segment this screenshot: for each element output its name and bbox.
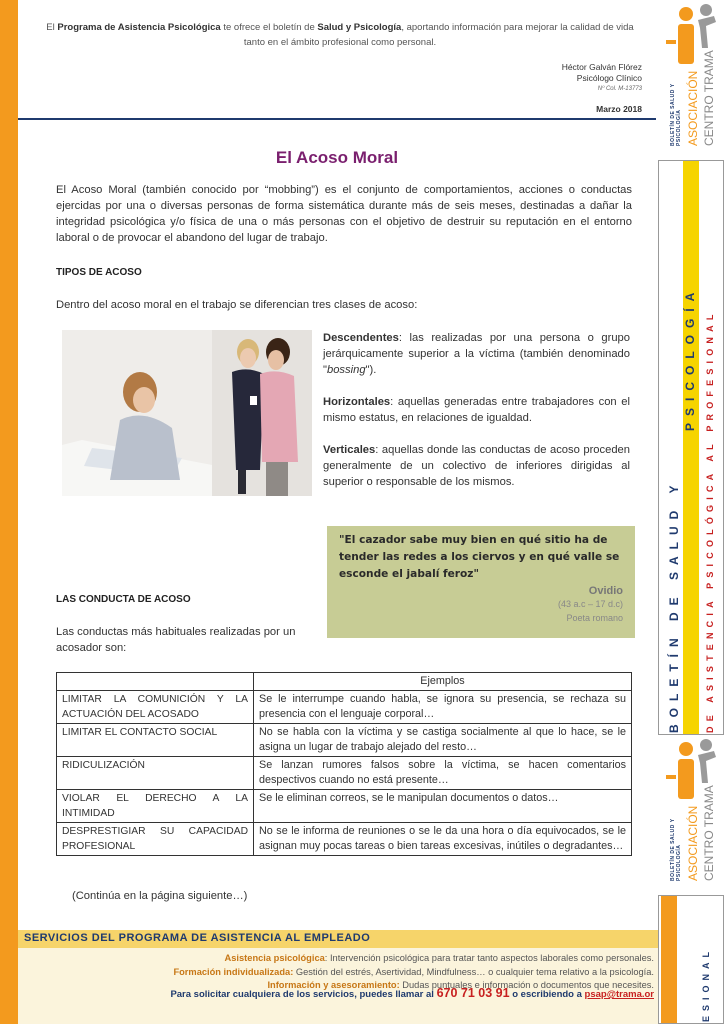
left-accent-bar [0, 0, 18, 1024]
example-cell: Se le interrumpe cuando habla, se ignora su presencia, se rechaza su presencia con el lenguaje corporal… [254, 691, 632, 724]
issue-date: Marzo 2018 [596, 104, 642, 114]
banner-text-salud: BOLETÍN DE SALUD Y [667, 478, 681, 733]
women-office-illustration [62, 330, 312, 496]
conduct-cell: VIOLAR EL DERECHO A LA INTIMIDAD [57, 790, 254, 823]
banner-text-asistencia: DE ASISTENCIA PSICOLÓGICA AL PROFESIONAL [705, 309, 715, 733]
logo-line-1: ASOCIACIÓN [686, 70, 700, 146]
service-information: Información y asesoramiento: Dudas puntuales e información o documentos que necesites. [267, 980, 654, 990]
ovid-quote-box [327, 526, 635, 638]
table-header-row [57, 673, 632, 691]
bulletin-intro: El Programa de Asistencia Psicológica te ofrece el boletín de Salud y Psicología, aportando información para mejorar la calidad de vida tanto en el ámbito profesional como personal. [46, 22, 634, 48]
logo-line-2: CENTRO TRAMA [702, 50, 716, 146]
service-training: Formación individualizada: Gestión del estrés, Asertividad, Mindfulness… o cualquier tema relativo a la psicología. [173, 966, 654, 977]
quote-author: Ovidio [588, 585, 623, 597]
article-intro: El Acoso Moral (también conocido por “mobbing”) es el conjunto de comportamientos, acciones o conductas ejercidas por una o diversas personas de forma sistemática durante más de seis meses, destinadas a dañar la integridad psicológica y/o física de una o más personas con el objetivo de destruir su reputación en el entorno laboral o de provocar el abandono del lugar de trabajo. [56, 184, 632, 244]
conducts-table [56, 672, 632, 856]
centro-trama-logo-secondary [660, 735, 724, 885]
quote-text: "El cazador sabe muy bien en qué sitio ha de tender las redes a los ciervos y en qué valle se esconde el jabalí feroz" [339, 534, 620, 580]
author-role: Psicólogo Clínico [576, 73, 642, 83]
continue-note: (Continúa en la página siguiente…) [72, 890, 248, 902]
types-heading: TIPOS DE ACOSO [56, 267, 142, 278]
types-intro: Dentro del acoso moral en el trabajo se diferencian tres clases de acoso: [56, 299, 418, 311]
conduct-heading: LAS CONDUCTA DE ACOSO [56, 594, 191, 605]
example-cell: Se le eliminan correos, se le manipulan documentos o datos… [254, 790, 632, 823]
contact-phone[interactable]: 670 71 03 91 [436, 986, 510, 1000]
banner-text-psicologia: PSICOLOGÍA [683, 285, 697, 431]
table-row [57, 691, 632, 724]
logo-line-2-secondary: CENTRO TRAMA [702, 785, 716, 881]
example-cell: Se lanzan rumores falsos sobre la víctima, se hacen comentarios despectivos cuando no está presente… [254, 757, 632, 790]
type-verticales: Verticales: aquellas donde las conductas de acoso proceden generalmente de un colectivo de inferiores dirigidas al superior o responsable de los mismos. [323, 444, 630, 488]
quote-dates: (43 a.c – 17 d.c) [557, 599, 623, 609]
conduct-intro: Las conductas más habituales realizadas por un acosador son: [56, 626, 296, 654]
footer-contact: Para solicitar cualquiera de los servicios, puedes llamar al 670 71 03 91 o escribiendo a psap@trama.or [170, 986, 654, 1000]
side-banner [658, 160, 724, 735]
banner-text-profesional: ESIONAL [701, 946, 711, 1022]
logo-small-text-secondary: BOLETÍN DE SALUD Y PSICOLOGÍA [670, 818, 682, 881]
author-registration: Nº Col. M-13773 [597, 86, 642, 92]
side-banner-continued [658, 895, 724, 1024]
table-row [57, 790, 632, 823]
table-header-examples: Ejemplos [254, 673, 632, 691]
conduct-cell: LIMITAR LA COMUNICIÓN Y LA ACTUACIÓN DEL ACOSADO [57, 691, 254, 724]
table-header-conduct [57, 673, 254, 691]
conduct-cell: LIMITAR EL CONTACTO SOCIAL [57, 724, 254, 757]
logo-small-text: BOLETÍN DE SALUD Y PSICOLOGÍA [670, 83, 682, 146]
author-name: Héctor Galván Flórez [561, 62, 642, 72]
article-title: El Acoso Moral [275, 148, 399, 167]
example-cell: No se habla con la víctima y se castiga socialmente al que lo hace, se le asigna un lugar de trabajo alejado del resto… [254, 724, 632, 757]
services-footer [18, 930, 658, 1024]
table-row [57, 823, 632, 856]
table-row [57, 757, 632, 790]
conduct-cell: DESPRESTIGIAR SU CAPACIDAD PROFESIONAL [57, 823, 254, 856]
header-divider [18, 118, 656, 120]
centro-trama-logo [660, 0, 724, 150]
type-horizontales: Horizontales: aquellas generadas entre trabajadores con el mismo estatus, en relaciones de igualdad. [323, 396, 630, 424]
quote-role: Poeta romano [566, 613, 623, 623]
table-row [57, 724, 632, 757]
service-psychological: Asistencia psicológica: Intervención psicológica para tratar tanto aspectos laborales como personales. [224, 953, 654, 963]
contact-email-link[interactable]: psap@trama.or [584, 989, 654, 1000]
banner-yellow-strip [683, 161, 699, 734]
example-cell: No se le informa de reuniones o se le da una hora o día equivocados, se le asignan muy pocas tareas o bien tareas excesivas, inútiles o degradantes… [254, 823, 632, 856]
conduct-cell: RIDICULIZACIÓN [57, 757, 254, 790]
logo-line-1-secondary: ASOCIACIÓN [686, 805, 700, 881]
footer-title: SERVICIOS DEL PROGRAMA DE ASISTENCIA AL EMPLEADO [18, 930, 658, 948]
author-block [562, 62, 642, 95]
banner-orange-strip [661, 896, 677, 1023]
type-descendentes: Descendentes: las realizadas por una persona o grupo jerárquicamente superior a la víctima (también denominado "bossing"). [323, 332, 630, 376]
office-photo [62, 330, 312, 496]
